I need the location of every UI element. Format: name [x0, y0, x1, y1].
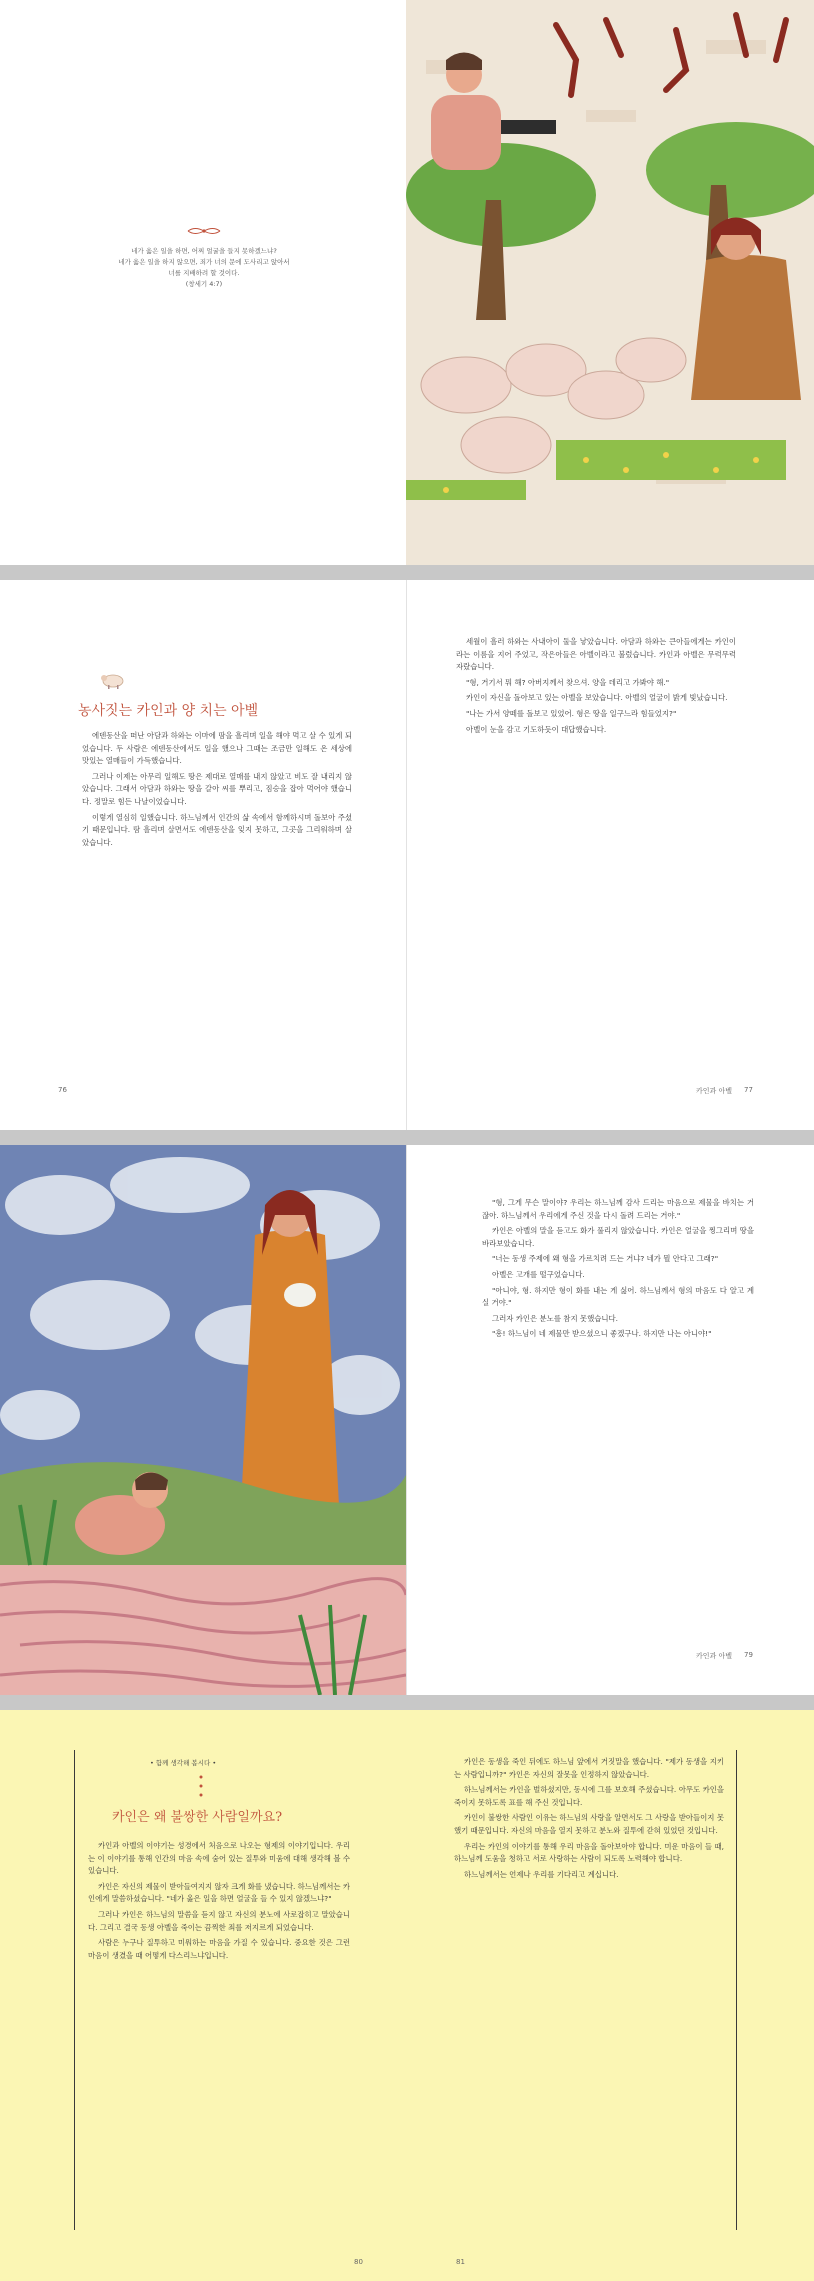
paragraph: 카인과 아벨의 이야기는 성경에서 처음으로 나오는 형제의 이야기입니다. 우리는 이 이야기를 통해 인간의 마음 속에 숨어 있는 질투와 미움에 대해 생각해 볼 수 있습니다. [88, 1841, 350, 1876]
paragraph: "형, 그게 무슨 말이야? 우리는 하느님께 감사 드리는 마음으로 제물을 바치는 거잖아. 하느님께서 우리에게 주신 것을 다시 돌려 드리는 거야." [482, 1198, 754, 1220]
page-number: 81 [456, 2258, 465, 2266]
spread-2 [0, 580, 814, 1130]
epigraph-line: 너를 지배하려 할 것이다. [168, 269, 240, 277]
left-page [0, 580, 406, 1130]
left-page [0, 1710, 406, 2281]
paragraph: "형, 거기서 뭐 해? 아버지께서 찾으셔. 양을 데리고 가봐야 해." [466, 677, 670, 687]
sheep-icon [100, 672, 126, 690]
paragraph: "흥! 하느님이 네 제물만 받으셨으니 좋겠구나. 하지만 나는 아니야!" [492, 1329, 712, 1339]
running-head: 카인과 아벨 [696, 1087, 733, 1095]
shepherds-illustration [406, 0, 814, 565]
paragraph: 하느님께서는 카인을 벌하셨지만, 동시에 그를 보호해 주셨습니다. 아무도 카인을 죽이지 못하도록 표를 해 주신 것입니다. [454, 1785, 724, 1807]
left-body [82, 730, 352, 852]
left-body [88, 1840, 350, 1965]
paragraph: 세월이 흘러 하와는 사내아이 둘을 낳았습니다. 아담과 하와는 큰아들에게는 카인이라는 이름을 지어 주었고, 작은아들은 아벨이라고 불렀습니다. 카인과 아벨은 무럭무럭 자랐습니다. [456, 637, 736, 672]
epigraph-source: (창세기 4:7) [185, 280, 223, 288]
paragraph: 우리는 카인의 이야기를 통해 우리 마음을 돌아보아야 합니다. 미운 마음이 들 때, 하느님께 도움을 청하고 서로 사랑하는 사람이 되도록 노력해야 합니다. [454, 1841, 724, 1864]
paragraph: 카인은 동생을 죽인 뒤에도 하느님 앞에서 거짓말을 했습니다. "제가 동생을 지키는 사람입니까?" 카인은 자신의 잘못을 인정하지 않았습니다. [454, 1757, 724, 1779]
paragraph: 아벨이 눈을 감고 기도하듯이 대답했습니다. [466, 724, 607, 734]
paragraph: 그러나 이제는 아무리 일해도 땅은 제대로 열매를 내지 않았고 비도 잘 내리지 않았습니다. 그래서 아담과 하와는 땅을 갈아 씨를 뿌리고, 짐승을 잡아 먹어야 했습니다. 정말로 힘든 나날이었습니다. [82, 771, 352, 806]
paragraph: 그러나 카인은 하느님의 말씀을 듣지 않고 자신의 분노에 사로잡히고 말았습니다. 그리고 결국 동생 아벨을 죽이는 끔찍한 죄를 저지르게 되었습니다. [88, 1909, 350, 1932]
left-page [0, 0, 406, 565]
field-illustration [0, 1145, 406, 1695]
illustration-shepherds [406, 0, 814, 565]
right-page [406, 580, 814, 1130]
paragraph: 하느님께서는 언제나 우리를 기다리고 계십니다. [464, 1869, 619, 1879]
spread-4 [0, 1710, 814, 2281]
right-page [406, 1710, 814, 2281]
page-number: 76 [58, 1086, 67, 1094]
frame-line [74, 1750, 75, 2230]
right-page [406, 1145, 814, 1695]
spread-1 [0, 0, 814, 565]
epigraph-line: 네가 옳은 일을 하지 않으면, 죄가 너의 문에 도사리고 앉아서 [118, 258, 290, 266]
epigraph-line: 네가 옳은 일을 하면, 어찌 얼굴을 들지 못하겠느냐? [131, 247, 277, 255]
question-title: 카인은 왜 불쌍한 사람일까요? [112, 1810, 283, 1825]
page-number: 79 [744, 1651, 753, 1659]
ornament-icon [186, 226, 222, 236]
right-body [456, 636, 736, 739]
running-head: 카인과 아벨 [696, 1652, 733, 1660]
box-label: • 함께 생각해 봅시다 • [150, 1759, 217, 1767]
paragraph: 에덴동산을 떠난 아담과 하와는 이마에 땀을 흘리며 일을 해야 먹고 살 수 있게 되었습니다. 두 사람은 에덴동산에서도 일을 했으나 그때는 조금만 일해도 온 세상에 맛있는 열매들이 가득했습니다. [82, 731, 352, 766]
right-body [482, 1197, 754, 1344]
illustration-field [0, 1145, 406, 1695]
page-number: 77 [744, 1086, 753, 1094]
epigraph [110, 246, 298, 290]
right-body [454, 1756, 724, 1884]
spread-3 [0, 1145, 814, 1695]
frame-line [736, 1750, 737, 2230]
paragraph: "나는 가서 양떼를 돌보고 있었어. 형은 땅을 일구느라 힘들었지?" [466, 708, 677, 718]
page-number: 80 [354, 2258, 363, 2266]
chapter-title: 농사짓는 카인과 양 치는 아벨 [78, 703, 259, 719]
paragraph: 카인이 자신을 돌아보고 있는 아벨을 보았습니다. 아벨의 얼굴이 밝게 빛났습니다. [466, 693, 728, 703]
paragraph: "아니야, 형. 하지만 형이 화를 내는 게 싫어. 하느님께서 형의 마음도 다 알고 계실 거야." [482, 1285, 754, 1308]
decoration-icon [196, 1774, 206, 1800]
paragraph: 그러자 카인은 분노를 참지 못했습니다. [492, 1313, 618, 1323]
paragraph: 이렇게 열심히 일했습니다. 하느님께서 인간의 삶 속에서 함께하시며 돌보아 주셨기 때문입니다. 땀 흘리며 살면서도 에덴동산을 잊지 못하고, 그곳을 그리워하며 살았습니다. [82, 812, 352, 847]
paragraph: 카인이 불쌍한 사람인 이유는 하느님의 사랑을 알면서도 그 사랑을 받아들이지 못했기 때문입니다. 자신의 마음을 열지 못하고 분노와 질투에 갇혀 있었던 것입니다. [454, 1813, 724, 1835]
paragraph: "너는 동생 주제에 왜 형을 가르치려 드는 거냐? 네가 뭘 안다고 그래?" [492, 1254, 719, 1264]
paragraph: 사람은 누구나 질투하고 미워하는 마음을 가질 수 있습니다. 중요한 것은 그런 마음이 생겼을 때 어떻게 다스리느냐입니다. [88, 1938, 350, 1960]
paragraph: 아벨은 고개를 떨구었습니다. [492, 1269, 585, 1279]
paragraph: 카인은 자신의 제물이 받아들여지지 않자 크게 화를 냈습니다. 하느님께서는 카인에게 말씀하셨습니다. "네가 옳은 일을 하면 얼굴을 들 수 있지 않겠느냐?" [88, 1881, 350, 1904]
paragraph: 카인은 아벨의 말을 듣고도 화가 풀리지 않았습니다. 카인은 얼굴을 찡그리며 땅을 바라보았습니다. [482, 1226, 754, 1248]
